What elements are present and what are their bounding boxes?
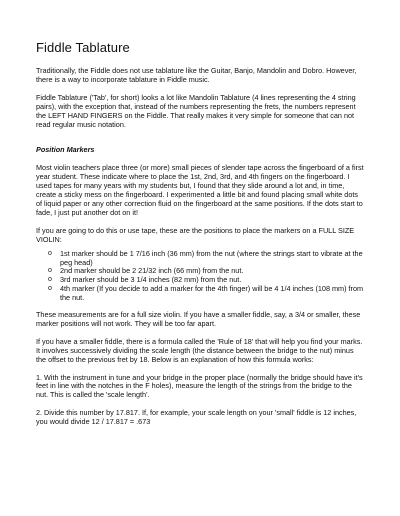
body-paragraph: If you are going to do this or use tape, these are the positions to place the markers on a FULL SIZE VIOLIN: <box>36 225 355 244</box>
body-paragraph: 1. With the instrument in tune and your bridge in the proper place (normally the bridge should have it's feet in line with the notches in the F holes), measure the length of the strings from the bridge to the nut. This is called the 'scale length'. <box>36 372 363 400</box>
section-heading: Position Markers <box>36 145 95 155</box>
list-item-text: 1st marker should be 1 7/16 inch (36 mm) from the nut (where the strings start to vibrate at the peg head) <box>60 248 363 267</box>
body-paragraph: 2. Divide this number by 17.817. If, for example, your scale length on your 'small' fiddle is 12 inches, you would divide 12 / 17.817 = .673 <box>36 408 357 427</box>
list-item-text: 4th marker (If you decide to add a marker for the 4th finger) will be 4 1/4 inches (108 mm) from the nut. <box>60 284 364 303</box>
intro-paragraph: Traditionally, the Fiddle does not use tablature like the Guitar, Banjo, Mandolin and Dobro. However, there is a way to incorporate tablature in Fiddle music. <box>36 66 357 84</box>
body-paragraph: These measurements are for a full size violin. If you have a smaller fiddle, say, a 3/4 or smaller, these marker positions will not work. They will be too far apart. <box>36 310 361 328</box>
list-item-text: 2nd marker should be 2 21/32 inch (66 mm) from the nut. <box>60 266 244 276</box>
list-item <box>48 285 364 303</box>
marker-list <box>36 250 364 303</box>
bullet-icon: o <box>48 249 52 257</box>
page-title: Fiddle Tablature <box>36 40 130 55</box>
bullet-icon: o <box>48 267 52 275</box>
bullet-icon: o <box>48 276 52 284</box>
body-paragraph: If you have a smaller fiddle, there is a formula called the 'Rule of 18' that will help you find your marks. It involves successively dividing the scale length (the distance between the bridge to the nut) minus the offset to the previous fret by 18. Below is an explanation of how this formula works: <box>36 336 363 364</box>
list-item-text: 3rd marker should be 3 1/4 inches (82 mm) from the nut. <box>60 275 242 285</box>
list-item <box>48 250 364 268</box>
bullet-icon: o <box>48 285 52 293</box>
body-paragraph: Most violin teachers place three (or more) small pieces of slender tape across the fingerboard of a first year student. These indicate where to place the 1st, 2nd, 3rd, and 4th fingers on the fingerboard. I used tapes for many years with my students but, I found that they slide around a lot and, in time, create a sticky mess on the fingerboard. I experimented a little bit and found placing small white dots of liquid paper or any other correction fluid on the fingerboard at the same positions. If the dots start to fade, I just put another dot on it! <box>36 163 364 217</box>
intro-paragraph: Fiddle Tablature ('Tab', for short) looks a lot like Mandolin Tablature (4 lines representing the 4 string pairs), with the exception that, instead of the numbers representing the frets, the numbers represent the LEFT HAND FINGERS on the Fiddle. That really makes it very simple for someone that can not read regular music notation. <box>36 92 356 129</box>
